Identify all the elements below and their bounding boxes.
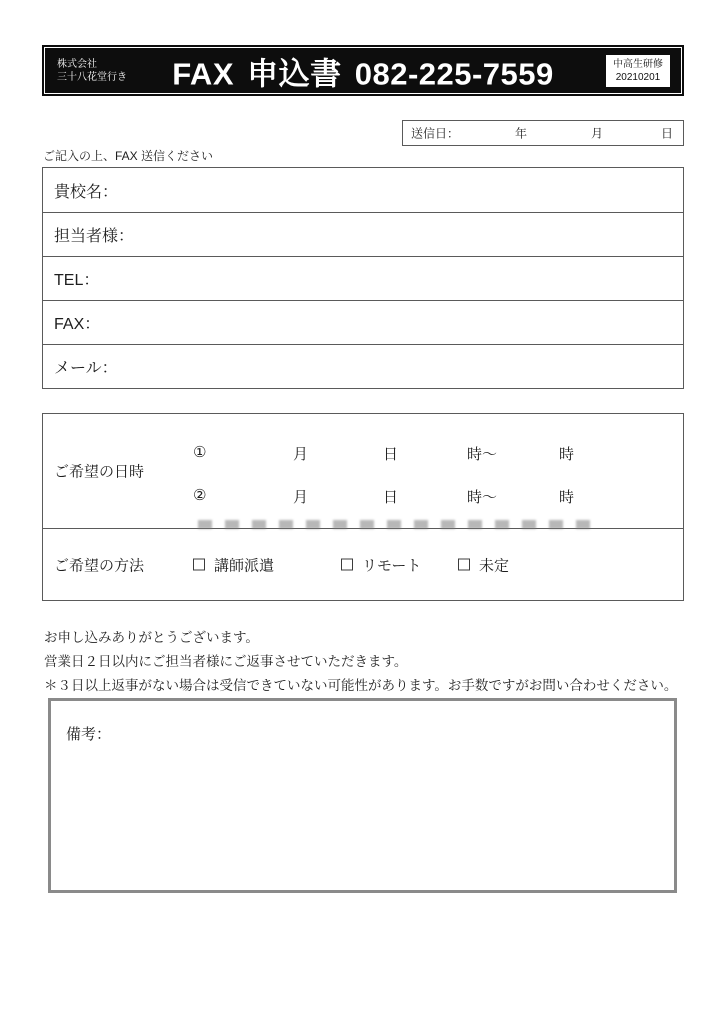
slot1-end-time-unit: 時 — [559, 446, 575, 463]
slot2-month-unit: 月 — [293, 489, 309, 506]
table-row-fax — [43, 300, 683, 344]
email-label: メール： — [54, 360, 118, 377]
slot2-day-unit: 日 — [383, 489, 399, 506]
datetime-slot-2[interactable] — [43, 486, 683, 506]
slot1-month-unit: 月 — [293, 446, 309, 463]
fax-header-bar — [42, 45, 684, 96]
preferred-method-section — [43, 529, 683, 600]
preferred-method-label: ご希望の方法 — [54, 557, 145, 574]
header-badge — [606, 55, 670, 87]
send-date-year-unit: 年 — [515, 126, 528, 141]
method-option-remote[interactable] — [341, 554, 421, 575]
table-row-school-name — [43, 168, 683, 212]
table-row-contact-person — [43, 212, 683, 256]
slot1-start-time-unit: 時～ — [467, 446, 498, 463]
method-option-undecided[interactable] — [458, 554, 509, 575]
slot1-day-unit: 日 — [383, 446, 399, 463]
notes-paragraph — [44, 626, 677, 698]
slot2-start-time-unit: 時～ — [467, 489, 498, 506]
send-date-box[interactable] — [402, 120, 684, 146]
request-table — [42, 413, 684, 601]
fax-label: FAX： — [54, 316, 101, 333]
recipient-name: 三十八花堂行き — [57, 71, 127, 83]
school-name-label: 貴校名： — [54, 183, 119, 201]
form-title: FAX 申込書 082-225-7559 — [172, 56, 554, 91]
badge-program: 中高生研修 — [613, 58, 663, 70]
slot2-number: ② — [193, 487, 207, 504]
method-option-lecturer-dispatch[interactable] — [193, 554, 274, 575]
note-line-1: お申し込みありがとうございます。 — [44, 630, 259, 645]
fax-field[interactable] — [100, 301, 683, 344]
checkbox-icon[interactable] — [458, 559, 470, 571]
table-row-email — [43, 344, 683, 388]
badge-date: 20210201 — [615, 71, 661, 83]
contact-person-label: 担当者様： — [54, 228, 135, 245]
note-line-2: 営業日２日以内にご担当者様にご返事させていただきます。 — [44, 654, 408, 669]
preferred-datetime-section — [43, 414, 683, 528]
method-option-label: 未定 — [479, 557, 510, 574]
send-date-month-unit: 月 — [591, 126, 604, 141]
fill-in-instruction: ご記入の上、FAX 送信ください — [43, 149, 214, 163]
tel-label: TEL： — [54, 272, 100, 289]
method-option-label: 講師派遣 — [214, 557, 275, 574]
checkbox-icon[interactable] — [193, 559, 205, 571]
send-date-label: 送信日： — [411, 126, 460, 141]
school-name-field[interactable] — [118, 168, 683, 212]
contact-info-table — [42, 167, 684, 389]
datetime-slot-1[interactable] — [43, 443, 683, 463]
contact-person-field[interactable] — [134, 213, 683, 256]
note-line-3: ＊３日以上返事がない場合は受信できていない可能性があります。お手数ですがお問い合わせください。 — [44, 678, 678, 693]
slot2-end-time-unit: 時 — [559, 489, 575, 506]
faded-watermark — [198, 520, 590, 529]
checkbox-icon[interactable] — [341, 559, 353, 571]
send-date-day-unit: 日 — [660, 126, 673, 141]
email-field[interactable] — [118, 345, 683, 388]
remarks-field[interactable] — [51, 701, 674, 890]
table-row-tel — [43, 256, 683, 300]
recipient-company: 株式会社 — [57, 58, 97, 70]
slot1-number: ① — [193, 444, 207, 461]
tel-field[interactable] — [99, 257, 683, 300]
preferred-datetime-label: ご希望の日時 — [54, 463, 145, 481]
remarks-label: 備考： — [66, 726, 112, 743]
method-option-label: リモート — [362, 557, 422, 574]
remarks-box — [48, 698, 677, 893]
